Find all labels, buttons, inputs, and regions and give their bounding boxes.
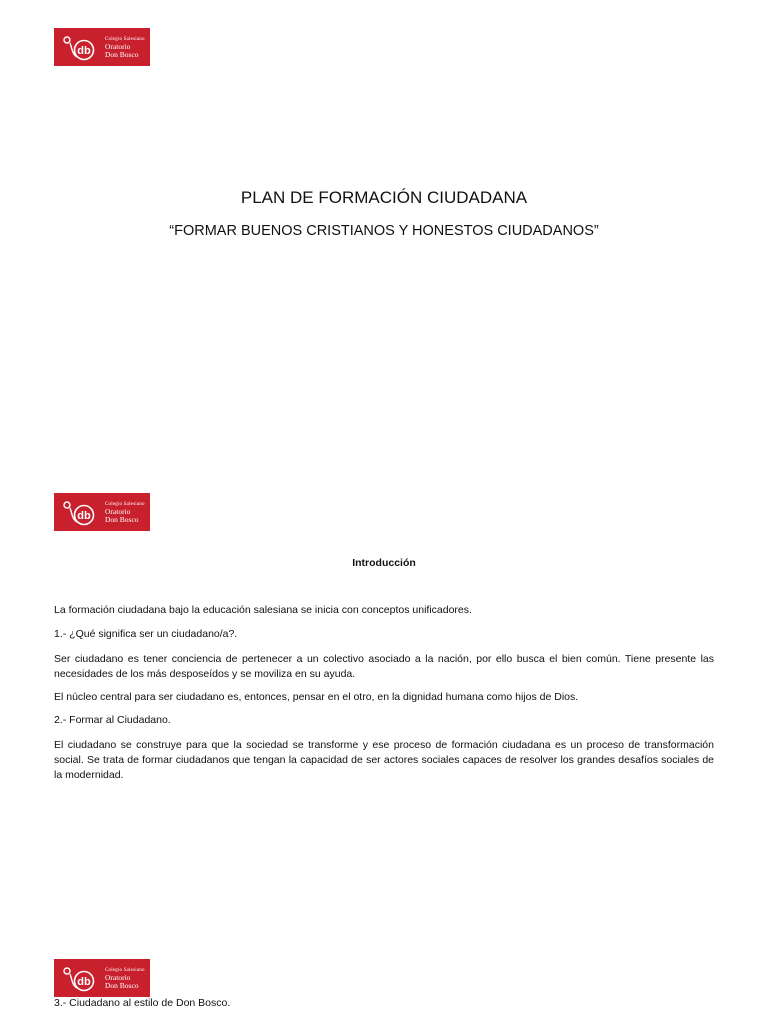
logo-line-1: Colegio Salesiano: [105, 36, 145, 42]
school-logo: [54, 493, 150, 531]
school-logo: [54, 28, 150, 66]
logo-line-1: Colegio Salesiano: [105, 967, 145, 973]
paragraph-form-citizen: El ciudadano se construye para que la sociedad se transforme y ese proceso de formación ciudadana es un proceso de transformación social. Se trata de formar ciudadanos que tengan la capacidad de ser actores sociales capaces de resolver los grandes desafíos sociales de la modernidad.: [54, 739, 714, 781]
logo-line-3: Don Bosco: [105, 514, 139, 524]
school-logo: [54, 959, 150, 997]
document-subtitle: “FORMAR BUENOS CRISTIANOS Y HONESTOS CIUDADANOS”: [169, 223, 599, 239]
db-emblem-icon: [60, 963, 102, 993]
logo-mark: db: [77, 976, 91, 988]
db-emblem-icon: [60, 32, 102, 62]
paragraph-core: El núcleo central para ser ciudadano es, entonces, pensar en el otro, en la dignidad humana como hijos de Dios.: [54, 691, 579, 703]
section-3-heading: 3.- Ciudadano al estilo de Don Bosco.: [54, 997, 231, 1009]
paragraph-citizen-definition: Ser ciudadano es tener conciencia de pertenecer a un colectivo asociado a la nación, por ello busca el bien común. Tiene presente las necesidades de los más desposeídos y se moviliza en su ayuda.: [54, 653, 714, 680]
logo-line-3: Don Bosco: [105, 49, 139, 59]
paragraph-intro: La formación ciudadana bajo la educación salesiana se inicia con conceptos unificadores.: [54, 604, 472, 616]
section-2-heading: 2.- Formar al Ciudadano.: [54, 714, 171, 726]
logo-mark: db: [77, 510, 91, 522]
logo-line-1: Colegio Salesiano: [105, 501, 145, 507]
logo-mark: db: [77, 45, 91, 57]
logo-line-2: Oratorio: [105, 506, 131, 516]
introduction-heading: Introducción: [352, 557, 416, 569]
db-emblem-icon: [60, 497, 102, 527]
document-title: PLAN DE FORMACIÓN CIUDADANA: [240, 188, 528, 207]
section-1-heading: 1.- ¿Qué significa ser un ciudadano/a?.: [54, 628, 238, 640]
logo-line-3: Don Bosco: [105, 980, 139, 990]
logo-line-2: Oratorio: [105, 41, 131, 51]
logo-line-2: Oratorio: [105, 972, 131, 982]
